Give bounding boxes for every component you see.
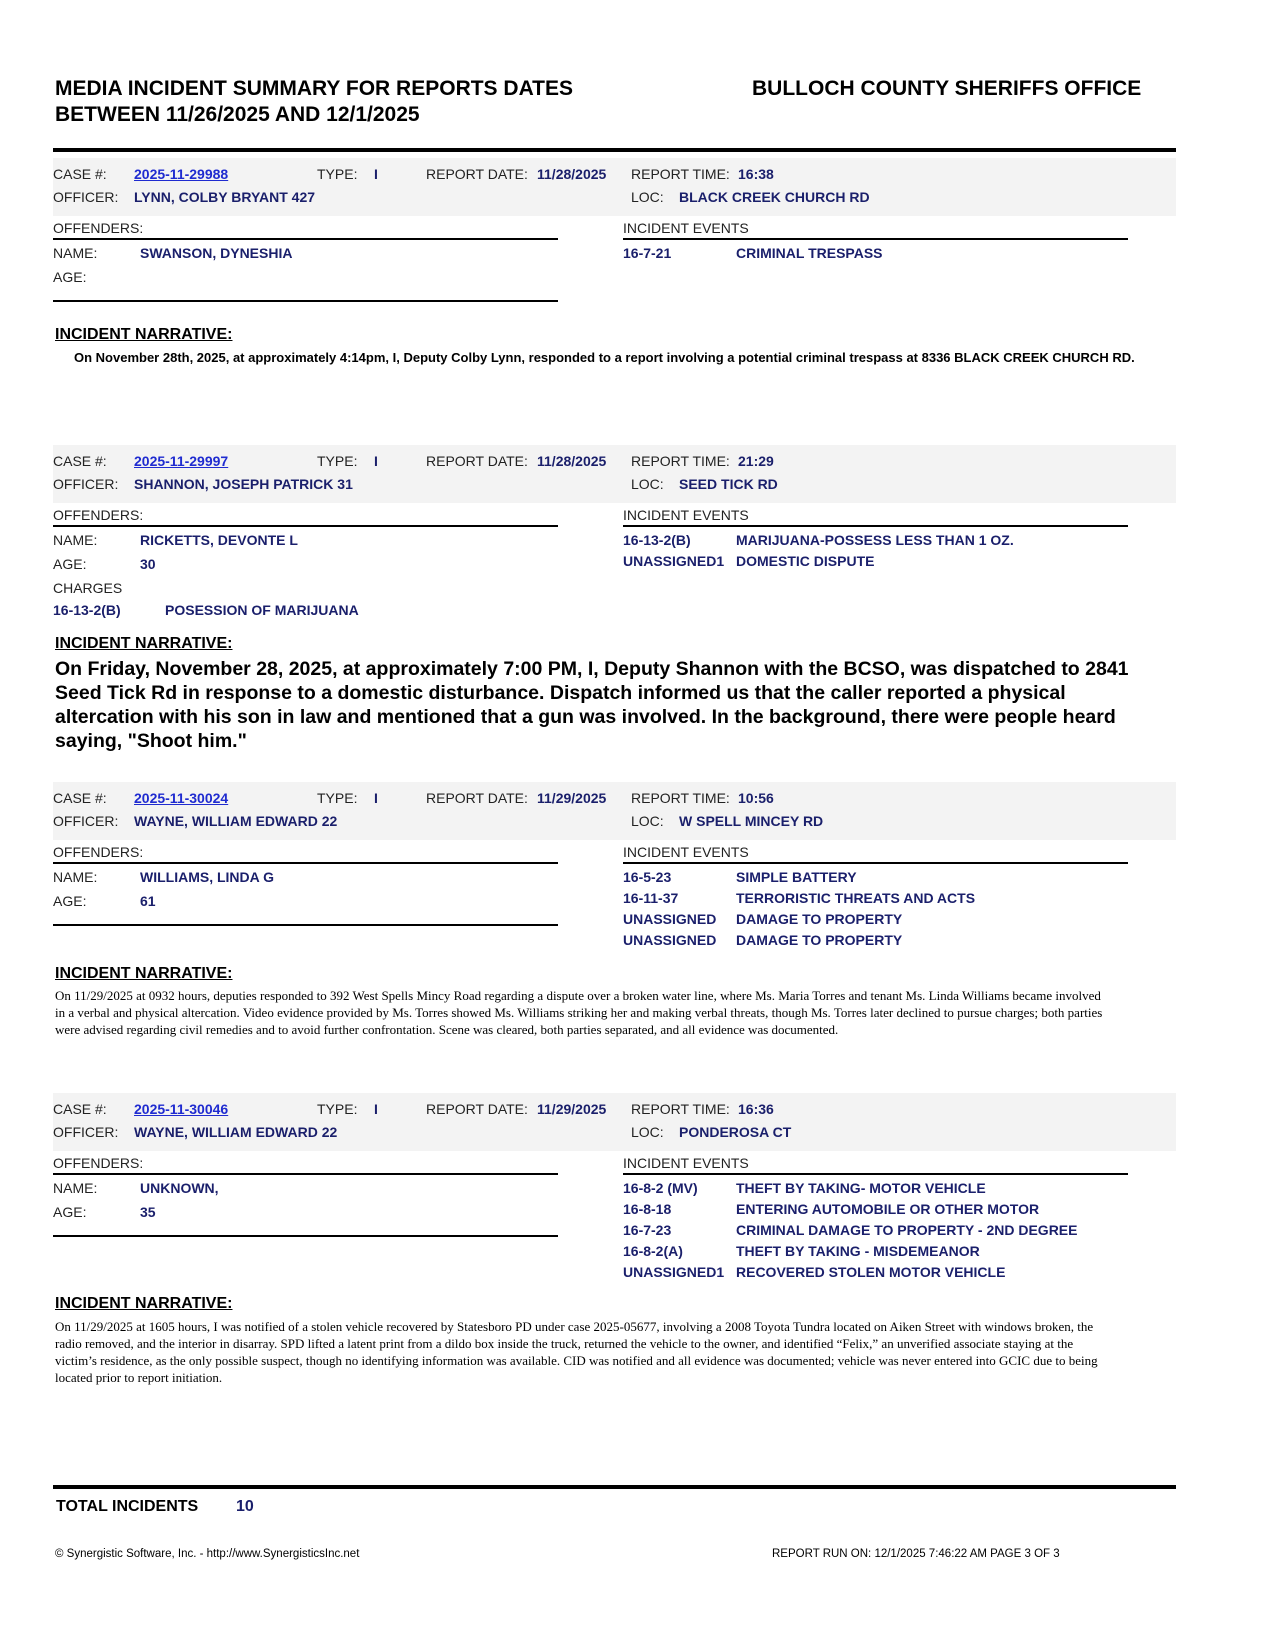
report-time-label: REPORT TIME: — [631, 790, 730, 806]
total-incidents-label: TOTAL INCIDENTS — [56, 1498, 199, 1515]
event-description: DAMAGE TO PROPERTY — [736, 911, 903, 927]
type-value: I — [374, 790, 378, 806]
report-date-value: 11/28/2025 — [537, 453, 607, 469]
charges-label: CHARGES — [53, 580, 123, 596]
incident-event-row — [623, 866, 1128, 887]
offender-name-row — [53, 1177, 558, 1199]
report-date-label: REPORT DATE: — [426, 790, 528, 806]
case-narrative: On 11/29/2025 at 0932 hours, deputies responded to 392 West Spells Mincy Road regarding a dispute over a broken water line, where Ms. Maria Torres and tenant Ms. Linda Williams became involved in a verbal and physical altercation. Video evidence provided by Ms. Torres showed Ms. Williams striking her and making verbal threats, though Ms. Torres later declined to pursue charges; both parties were advised regarding civil remedies and to avoid further confrontation. Scene was cleared, both parties separated, and all evidence was documented. — [55, 988, 1103, 1037]
type-value: I — [374, 166, 378, 182]
event-code: 16-5-23 — [623, 869, 672, 885]
incident-events-heading: INCIDENT EVENTS — [623, 218, 1128, 240]
event-description: CRIMINAL DAMAGE TO PROPERTY - 2ND DEGREE — [736, 1222, 1078, 1238]
event-code: 16-8-2(A) — [623, 1243, 683, 1259]
event-code: UNASSIGNED — [623, 911, 717, 927]
offender-age-row — [53, 1201, 558, 1223]
case-narrative: On Friday, November 28, 2025, at approximately 7:00 PM, I, Deputy Shannon with the BCSO, was dispatched to 2841 Seed Tick Rd in response to a domestic disturbance. Dispatch informed us that the caller reported a physical altercation with his son in law and mentioned that a gun was involved. In the background, there were people heard saying, "Shoot him." — [55, 658, 1129, 752]
case-number-label: CASE #: — [53, 1101, 107, 1117]
offender-age: 61 — [140, 893, 156, 909]
offender-name-row — [53, 529, 558, 551]
incident-events-section — [623, 505, 1128, 571]
incident-event-row — [623, 529, 1128, 550]
case-number-label: CASE #: — [53, 166, 107, 182]
officer-label: OFFICER: — [53, 813, 119, 829]
incident-events-heading: INCIDENT EVENTS — [623, 842, 1128, 864]
type-label: TYPE: — [317, 790, 358, 806]
event-code: 16-8-18 — [623, 1201, 672, 1217]
report-title-line2: BETWEEN 11/26/2025 AND 12/1/2025 — [55, 103, 420, 126]
type-label: TYPE: — [317, 453, 358, 469]
offenders-divider — [53, 1235, 558, 1237]
officer-value: WAYNE, WILLIAM EDWARD 22 — [134, 813, 338, 829]
event-code: UNASSIGNED — [623, 932, 717, 948]
event-code: 16-7-23 — [623, 1222, 672, 1238]
name-label: NAME: — [53, 1180, 98, 1196]
offender-name-row — [53, 242, 558, 264]
narrative-title: INCIDENT NARRATIVE: — [55, 1295, 233, 1312]
incident-event-row — [623, 550, 1128, 571]
type-value: I — [374, 453, 378, 469]
offenders-divider — [53, 924, 558, 926]
offenders-section — [53, 1153, 558, 1223]
incident-event-row — [623, 908, 1128, 929]
total-incidents-value: 10 — [236, 1498, 254, 1515]
offender-age: 35 — [140, 1204, 156, 1220]
age-label: AGE: — [53, 269, 87, 285]
case-record — [53, 1093, 1176, 1280]
name-label: NAME: — [53, 532, 98, 548]
officer-value: LYNN, COLBY BRYANT 427 — [134, 189, 316, 205]
location-label: LOC: — [631, 476, 664, 492]
offender-name: SWANSON, DYNESHIA — [140, 245, 293, 261]
case-narrative: On November 28th, 2025, at approximately 4:14pm, I, Deputy Colby Lynn, responded to a report involving a potential criminal trespass at 8336 BLACK CREEK CHURCH RD. — [74, 350, 1135, 365]
type-value: I — [374, 1101, 378, 1117]
charges-heading-row — [53, 577, 558, 599]
offender-age: 30 — [140, 556, 156, 572]
event-description: ENTERING AUTOMOBILE OR OTHER MOTOR — [736, 1201, 1040, 1217]
type-label: TYPE: — [317, 166, 358, 182]
narrative-title: INCIDENT NARRATIVE: — [55, 965, 233, 982]
age-label: AGE: — [53, 556, 87, 572]
report-time-label: REPORT TIME: — [631, 453, 730, 469]
offenders-section — [53, 842, 558, 912]
location-value: SEED TICK RD — [679, 476, 778, 492]
case-number-link[interactable]: 2025-11-29988 — [134, 166, 229, 182]
footer-copyright: © Synergistic Software, Inc. - http://www.SynergisticsInc.net — [55, 1548, 360, 1560]
offender-name-row — [53, 866, 558, 888]
location-label: LOC: — [631, 1124, 664, 1140]
offender-age-row — [53, 553, 558, 575]
report-date-value: 11/29/2025 — [537, 1101, 607, 1117]
officer-value: WAYNE, WILLIAM EDWARD 22 — [134, 1124, 338, 1140]
location-value: BLACK CREEK CHURCH RD — [679, 189, 870, 205]
incident-events-section — [623, 842, 1128, 950]
event-code: UNASSIGNED1 — [623, 1264, 725, 1280]
report-date-label: REPORT DATE: — [426, 1101, 528, 1117]
event-code: UNASSIGNED1 — [623, 553, 725, 569]
case-header — [53, 1093, 1176, 1151]
case-header — [53, 782, 1176, 840]
report-date-label: REPORT DATE: — [426, 166, 528, 182]
name-label: NAME: — [53, 869, 98, 885]
narrative-title: INCIDENT NARRATIVE: — [55, 635, 233, 652]
event-description: DAMAGE TO PROPERTY — [736, 932, 903, 948]
offenders-section — [53, 218, 558, 288]
officer-label: OFFICER: — [53, 189, 119, 205]
incident-event-row — [623, 1219, 1128, 1240]
event-code: 16-7-21 — [623, 245, 672, 261]
report-date-label: REPORT DATE: — [426, 453, 528, 469]
totals-divider — [53, 1485, 1176, 1489]
offenders-heading: OFFENDERS: — [53, 218, 558, 240]
charge-row — [53, 599, 558, 621]
age-label: AGE: — [53, 893, 87, 909]
officer-label: OFFICER: — [53, 476, 119, 492]
case-number-label: CASE #: — [53, 790, 107, 806]
location-label: LOC: — [631, 813, 664, 829]
incident-event-row — [623, 1240, 1128, 1261]
event-description: TERRORISTIC THREATS AND ACTS — [736, 890, 976, 906]
case-number-label: CASE #: — [53, 453, 107, 469]
name-label: NAME: — [53, 245, 98, 261]
narrative-title: INCIDENT NARRATIVE: — [55, 326, 233, 343]
type-label: TYPE: — [317, 1101, 358, 1117]
offenders-heading: OFFENDERS: — [53, 842, 558, 864]
incident-event-row — [623, 929, 1128, 950]
location-label: LOC: — [631, 189, 664, 205]
offender-age-row — [53, 890, 558, 912]
event-description: THEFT BY TAKING - MISDEMEANOR — [736, 1243, 980, 1259]
location-value: W SPELL MINCEY RD — [679, 813, 824, 829]
offenders-section — [53, 505, 558, 621]
case-record — [53, 782, 1176, 948]
offender-name: WILLIAMS, LINDA G — [140, 869, 275, 885]
report-time-value: 21:29 — [738, 453, 774, 469]
case-record — [53, 158, 1176, 285]
report-date-value: 11/29/2025 — [537, 790, 607, 806]
case-number-link[interactable]: 2025-11-30024 — [134, 790, 229, 806]
event-code: 16-13-2(B) — [623, 532, 691, 548]
case-number-link[interactable]: 2025-11-30046 — [134, 1101, 229, 1117]
offender-name: UNKNOWN, — [140, 1180, 219, 1196]
report-time-value: 16:38 — [738, 166, 774, 182]
location-value: PONDEROSA CT — [679, 1124, 792, 1140]
incident-event-row — [623, 1177, 1128, 1198]
event-description: MARIJUANA-POSSESS LESS THAN 1 OZ. — [736, 532, 1014, 548]
incident-events-section — [623, 218, 1128, 263]
event-description: RECOVERED STOLEN MOTOR VEHICLE — [736, 1264, 1006, 1280]
footer-report-run: REPORT RUN ON: 12/1/2025 7:46:22 AM PAGE 3 OF 3 — [772, 1548, 1060, 1560]
agency-name: BULLOCH COUNTY SHERIFFS OFFICE — [752, 77, 1142, 100]
case-record — [53, 445, 1176, 618]
case-header — [53, 445, 1176, 503]
offender-name: RICKETTS, DEVONTE L — [140, 532, 298, 548]
offender-age-row — [53, 266, 558, 288]
offenders-heading: OFFENDERS: — [53, 1153, 558, 1175]
report-time-value: 16:36 — [738, 1101, 774, 1117]
incident-events-heading: INCIDENT EVENTS — [623, 1153, 1128, 1175]
event-code: 16-11-37 — [623, 890, 679, 906]
officer-label: OFFICER: — [53, 1124, 119, 1140]
report-time-label: REPORT TIME: — [631, 1101, 730, 1117]
event-description: SIMPLE BATTERY — [736, 869, 857, 885]
event-description: DOMESTIC DISPUTE — [736, 553, 875, 569]
case-narrative: On 11/29/2025 at 1605 hours, I was notified of a stolen vehicle recovered by Statesboro PD under case 2025-05677, involving a 2008 Toyota Tundra located on Aiken Street with windows broken, the radio removed, and the interior in disarray. SPD lifted a latent print from a dildo box inside the truck, returned the vehicle to the owner, and identified “Felix,” an unverified associate staying at the victim’s residence, as the only possible suspect, though no identifying information was available. CID was notified and all evidence was documented; vehicle was never entered into GCIC due to being located prior to report initiation. — [55, 1319, 1098, 1385]
incident-events-section — [623, 1153, 1128, 1282]
event-code: 16-8-2 (MV) — [623, 1180, 698, 1196]
offenders-heading: OFFENDERS: — [53, 505, 558, 527]
case-number-link[interactable]: 2025-11-29997 — [134, 453, 229, 469]
report-time-label: REPORT TIME: — [631, 166, 730, 182]
officer-value: SHANNON, JOSEPH PATRICK 31 — [134, 476, 353, 492]
age-label: AGE: — [53, 1204, 87, 1220]
report-time-value: 10:56 — [738, 790, 774, 806]
incident-event-row — [623, 1261, 1128, 1282]
event-description: THEFT BY TAKING- MOTOR VEHICLE — [736, 1180, 986, 1196]
incident-event-row — [623, 887, 1128, 908]
incident-event-row — [623, 242, 1128, 263]
event-description: CRIMINAL TRESPASS — [736, 245, 883, 261]
offenders-divider — [53, 300, 558, 302]
charge-code: 16-13-2(B) — [53, 602, 121, 618]
report-title-line1: MEDIA INCIDENT SUMMARY FOR REPORTS DATES — [55, 77, 574, 100]
header-divider — [53, 148, 1176, 152]
report-date-value: 11/28/2025 — [537, 166, 607, 182]
report-title — [55, 76, 675, 128]
incident-event-row — [623, 1198, 1128, 1219]
case-header — [53, 158, 1176, 216]
incident-events-heading: INCIDENT EVENTS — [623, 505, 1128, 527]
charge-description: POSESSION OF MARIJUANA — [165, 602, 359, 618]
